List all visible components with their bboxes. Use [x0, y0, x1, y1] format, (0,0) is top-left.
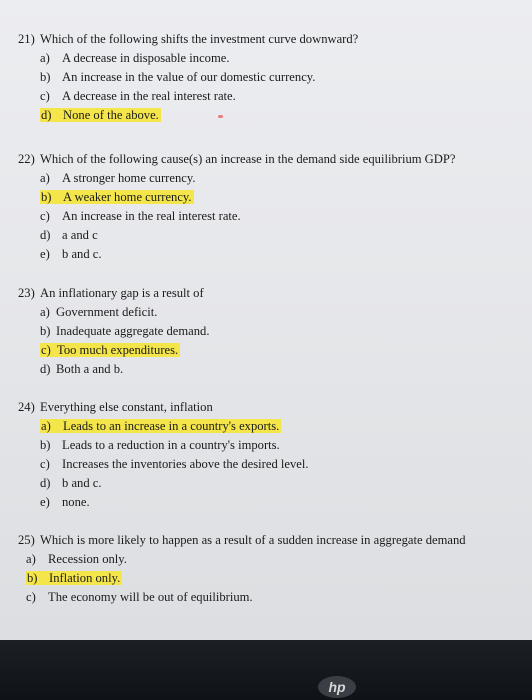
option-23-a: a) Government deficit. [40, 305, 158, 319]
question-22 [18, 150, 455, 264]
option-24-d: d) b and c. [40, 476, 102, 490]
option-24-b: b) Leads to a reduction in a country's imports. [40, 438, 280, 452]
option-21-b: b) An increase in the value of our domestic currency. [40, 70, 316, 84]
option-21-a: a) A decrease in disposable income. [40, 51, 230, 65]
option-24-c: c) Increases the inventories above the desired level. [40, 457, 309, 471]
highlighted-answer: d) None of the above. [41, 108, 159, 122]
option-23-d: d) Both a and b. [40, 362, 124, 376]
option-22-d: d) a and c [40, 228, 98, 242]
option-22-c: c) An increase in the real interest rate. [40, 209, 241, 223]
question-23 [18, 284, 210, 379]
option-25-b [18, 569, 466, 588]
highlighted-answer: a) Leads to an increase in a country's exports. [41, 419, 280, 433]
question-24 [18, 398, 309, 512]
option-24-a [18, 417, 309, 436]
laptop-bezel [0, 640, 532, 700]
option-22-e: e) b and c. [40, 247, 102, 261]
highlighted-answer: b) Inflation only. [27, 571, 121, 585]
highlighted-answer: c) Too much expenditures. [41, 343, 179, 357]
question-stem: 21) Which of the following shifts the investment curve downward? [18, 32, 359, 46]
option-22-b [18, 188, 455, 207]
option-24-e: e) none. [40, 495, 90, 509]
option-22-a: a) A stronger home currency. [40, 171, 196, 185]
question-21 [18, 30, 358, 125]
pen-mark [218, 115, 223, 118]
option-21-d [18, 106, 358, 125]
question-25 [18, 531, 466, 607]
question-stem: 22) Which of the following cause(s) an increase in the demand side equilibrium GDP? [18, 152, 456, 166]
option-23-b: b) Inadequate aggregate demand. [40, 324, 210, 338]
option-25-c: c) The economy will be out of equilibrium. [26, 590, 253, 604]
option-21-c: c) A decrease in the real interest rate. [40, 89, 236, 103]
option-23-c [18, 341, 210, 360]
hp-logo: hp [318, 676, 356, 698]
question-stem: 25) Which is more likely to happen as a result of a sudden increase in aggregate demand [18, 533, 466, 547]
highlighted-answer: b) A weaker home currency. [41, 190, 192, 204]
option-25-a: a) Recession only. [26, 552, 127, 566]
question-stem: 23) An inflationary gap is a result of [18, 286, 204, 300]
question-stem: 24) Everything else constant, inflation [18, 400, 213, 414]
